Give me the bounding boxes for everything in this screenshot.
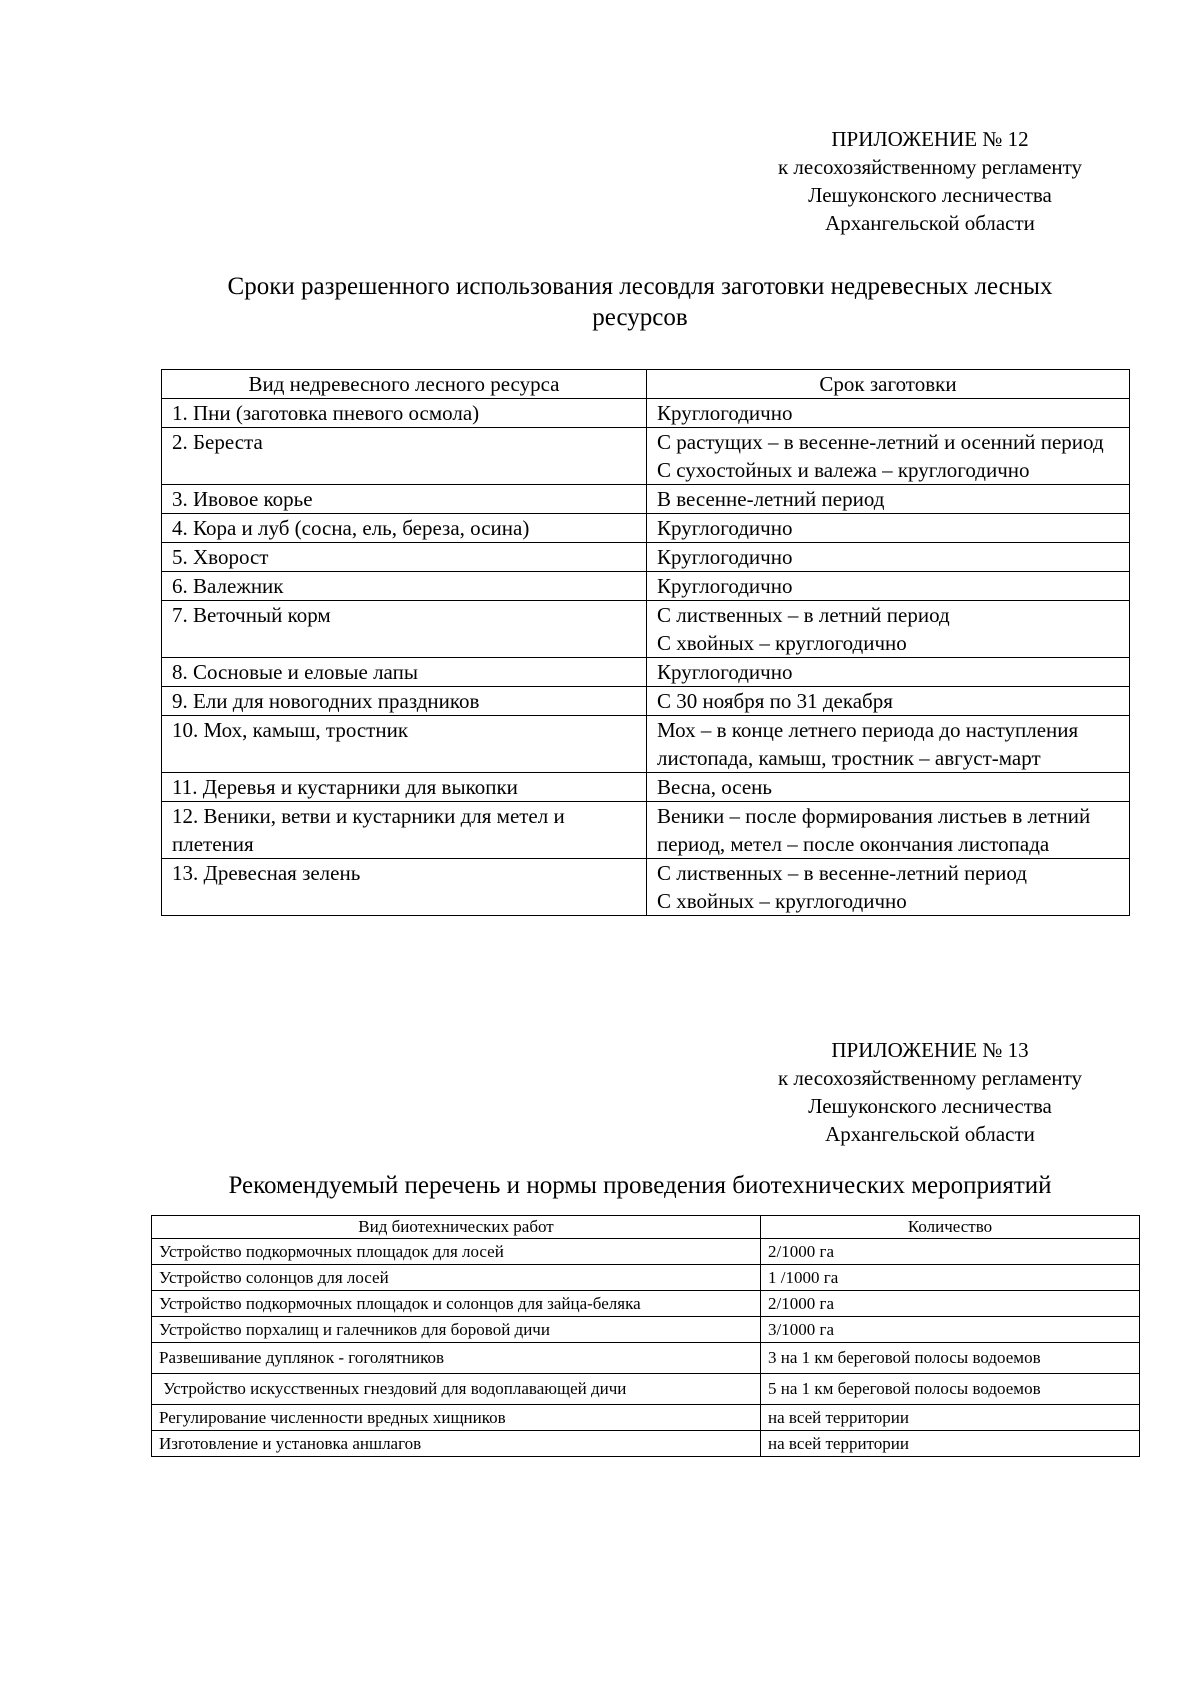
section-12-title-line: Сроки разрешенного использования лесовдля заготовки недревесных лесных <box>227 273 1053 300</box>
resource-cell: 12. Веники, ветви и кустарники для метел и плетения <box>162 802 647 859</box>
resource-cell: 4. Кора и луб (сосна, ель, береза, осина) <box>162 514 647 543</box>
appendix-13-line: Архангельской области <box>825 1122 1035 1146</box>
table-row <box>162 687 1130 716</box>
resource-cell: 8. Сосновые и еловые лапы <box>162 658 647 687</box>
column-header-period: Срок заготовки <box>647 370 1130 399</box>
section-12-title <box>100 271 1180 333</box>
resource-cell: 11. Деревья и кустарники для выкопки <box>162 773 647 802</box>
period-line: С лиственных – в летний период <box>657 603 950 627</box>
period-cell <box>647 773 1130 802</box>
resource-cell: 9. Ели для новогодних праздников <box>162 687 647 716</box>
appendix-13-line: к лесохозяйственному регламенту <box>777 1066 1083 1090</box>
period-line: Круглогодично <box>657 401 793 425</box>
amount-cell: 1 /1000 га <box>761 1265 1140 1291</box>
period-line: С сухостойных и валежа – круглогодично <box>657 458 1030 482</box>
period-line: Веники – после формирования листьев в летний период, метел – после окончания листопада <box>657 804 1091 856</box>
work-cell: Устройство порхалищ и галечников для боровой дичи <box>152 1317 761 1343</box>
table-row <box>162 485 1130 514</box>
period-cell <box>647 572 1130 601</box>
work-cell: Устройство подкормочных площадок для лосей <box>152 1239 761 1265</box>
amount-cell: 3 на 1 км береговой полосы водоемов <box>761 1343 1140 1374</box>
table-row <box>152 1405 1140 1431</box>
column-header-resource: Вид недревесного лесного ресурса <box>162 370 647 399</box>
resource-cell: 2. Береста <box>162 428 647 485</box>
work-cell: Устройство подкормочных площадок и солонцов для зайца-беляка <box>152 1291 761 1317</box>
amount-cell: 5 на 1 км береговой полосы водоемов <box>761 1374 1140 1405</box>
appendix-13-line: Лешуконского лесничества <box>808 1094 1052 1118</box>
resource-cell: 5. Хворост <box>162 543 647 572</box>
period-line: Круглогодично <box>657 545 793 569</box>
biotechnical-measures-table <box>151 1215 1140 1457</box>
period-line: С хвойных – круглогодично <box>657 889 907 913</box>
period-line: С растущих – в весенне-летний и осенний период <box>657 430 1104 454</box>
period-cell <box>647 399 1130 428</box>
table-row <box>152 1265 1140 1291</box>
table-row <box>162 716 1130 773</box>
resource-cell: 6. Валежник <box>162 572 647 601</box>
table-row <box>162 601 1130 658</box>
amount-cell: 2/1000 га <box>761 1291 1140 1317</box>
table-row <box>162 658 1130 687</box>
appendix-12-title: ПРИЛОЖЕНИЕ № 12 <box>831 127 1029 151</box>
column-header-work: Вид биотехнических работ <box>152 1216 761 1239</box>
table-row <box>162 802 1130 859</box>
table-row <box>152 1374 1140 1405</box>
period-line: Круглогодично <box>657 574 793 598</box>
appendix-13-title: ПРИЛОЖЕНИЕ № 13 <box>831 1038 1029 1062</box>
work-cell: Развешивание дуплянок - гоголятников <box>152 1343 761 1374</box>
table-row <box>162 859 1130 916</box>
period-cell <box>647 543 1130 572</box>
period-cell <box>647 716 1130 773</box>
period-cell <box>647 687 1130 716</box>
resource-cell: 7. Веточный корм <box>162 601 647 658</box>
period-cell <box>647 658 1130 687</box>
table-row <box>162 572 1130 601</box>
table-row <box>152 1317 1140 1343</box>
period-line: С 30 ноября по 31 декабря <box>657 689 893 713</box>
appendix-13-header <box>720 1036 1140 1148</box>
period-cell <box>647 428 1130 485</box>
amount-cell: 2/1000 га <box>761 1239 1140 1265</box>
period-cell <box>647 485 1130 514</box>
period-line: В весенне-летний период <box>657 487 885 511</box>
work-cell: Регулирование численности вредных хищников <box>152 1405 761 1431</box>
appendix-12-line: Лешуконского лесничества <box>808 183 1052 207</box>
table-row <box>162 543 1130 572</box>
table-row <box>162 428 1130 485</box>
period-line: Мох – в конце летнего периода до наступления листопада, камыш, тростник – август-март <box>657 718 1079 770</box>
appendix-12-line: к лесохозяйственному регламенту <box>777 155 1083 179</box>
table-header-row <box>152 1216 1140 1239</box>
table-row <box>152 1239 1140 1265</box>
resource-cell: 3. Ивовое корье <box>162 485 647 514</box>
appendix-12-header <box>720 125 1140 237</box>
table-row <box>162 773 1130 802</box>
work-cell: Устройство искусственных гнездовий для водоплавающей дичи <box>152 1374 761 1405</box>
amount-cell: на всей территории <box>761 1405 1140 1431</box>
table-row <box>162 514 1130 543</box>
work-cell: Устройство солонцов для лосей <box>152 1265 761 1291</box>
resource-cell: 13. Древесная зелень <box>162 859 647 916</box>
period-line: С лиственных – в весенне-летний период <box>657 861 1027 885</box>
period-line: Весна, осень <box>657 775 772 799</box>
appendix-12-line: Архангельской области <box>825 211 1035 235</box>
period-cell <box>647 514 1130 543</box>
work-cell: Изготовление и установка аншлагов <box>152 1431 761 1457</box>
period-cell <box>647 802 1130 859</box>
section-13-title: Рекомендуемый перечень и нормы проведения биотехнических мероприятий <box>228 1172 1052 1199</box>
table-row <box>152 1291 1140 1317</box>
period-line: Круглогодично <box>657 660 793 684</box>
period-cell <box>647 601 1130 658</box>
amount-cell: на всей территории <box>761 1431 1140 1457</box>
resource-cell: 10. Мох, камыш, тростник <box>162 716 647 773</box>
harvest-periods-table <box>161 369 1130 916</box>
period-line: С хвойных – круглогодично <box>657 631 907 655</box>
table-row <box>162 399 1130 428</box>
table-row <box>152 1343 1140 1374</box>
column-header-amount: Количество <box>761 1216 1140 1239</box>
resource-cell: 1. Пни (заготовка пневого осмола) <box>162 399 647 428</box>
period-line: Круглогодично <box>657 516 793 540</box>
table-header-row <box>162 370 1130 399</box>
section-12-title-line: ресурсов <box>592 304 688 331</box>
amount-cell: 3/1000 га <box>761 1317 1140 1343</box>
table-row <box>152 1431 1140 1457</box>
period-cell <box>647 859 1130 916</box>
